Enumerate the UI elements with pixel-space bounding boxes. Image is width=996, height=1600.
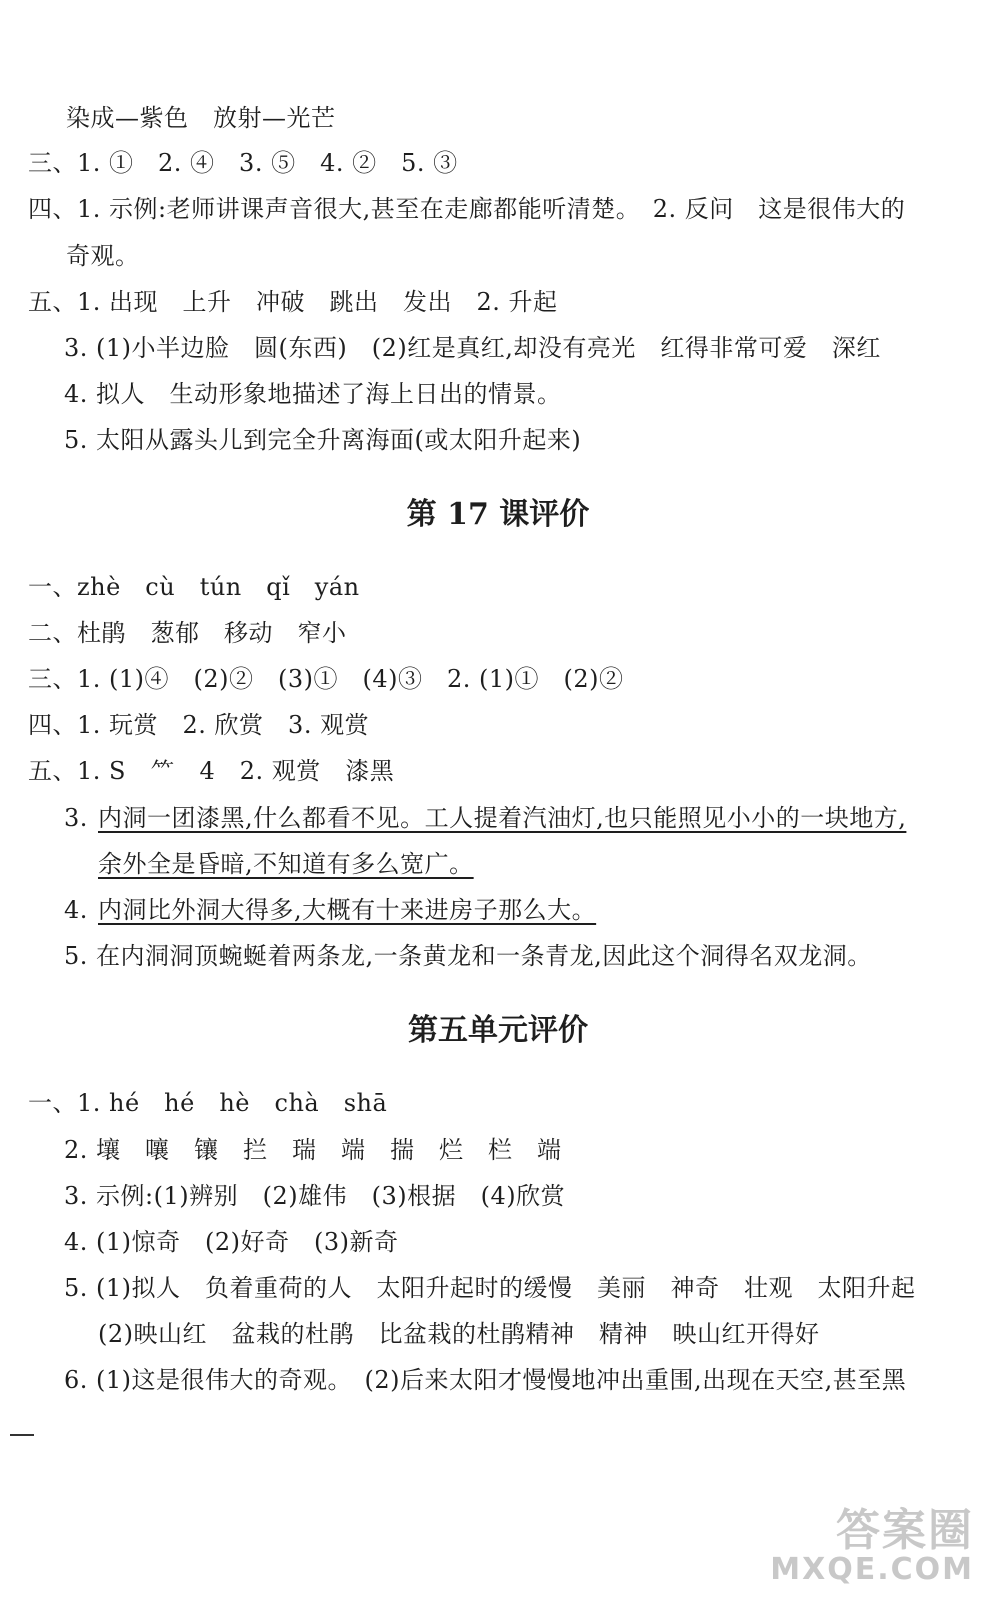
- answer-line-5: 五、1. 出现 上升 冲破 跳出 发出 2. 升起: [28, 288, 558, 316]
- answer-line-2: 三、1. ① 2. ④ 3. ⑤ 4. ② 5. ③: [28, 149, 458, 177]
- section-title-lesson-17: 第 17 课评价: [406, 497, 590, 532]
- answer-line-23: (2)映山红 盆栽的杜鹃 比盆栽的杜鹃精神 精神 映山红开得好: [98, 1320, 820, 1348]
- answer-line-10: 二、杜鹃 葱郁 移动 窄小: [28, 619, 347, 647]
- answer-line-19: 2. 壤 嚷 镶 拦 瑞 端 揣 烂 栏 端: [64, 1136, 562, 1164]
- answer-line-22: 5. (1)拟人 负着重荷的人 太阳升起时的缓慢 美丽 神奇 壮观 太阳升起: [64, 1274, 916, 1302]
- answer-line-24: 6. (1)这是很伟大的奇观。 (2)后来太阳才慢慢地冲出重围,出现在天空,甚至黑: [64, 1366, 907, 1394]
- answer-line-13: 五、1. S ⺮ 4 2. 观赏 漆黑: [28, 757, 395, 785]
- answer-line-4: 奇观。: [66, 242, 140, 270]
- answer-line-17: 5. 在内洞洞顶蜿蜒着两条龙,一条黄龙和一条青龙,因此这个洞得名双龙洞。: [64, 942, 872, 970]
- answer-line-20: 3. 示例:(1)辨别 (2)雄伟 (3)根据 (4)欣赏: [64, 1182, 566, 1210]
- answer-line-14-underlined: 内洞一团漆黑,什么都看不见。工人提着汽油灯,也只能照见小小的一块地方,: [98, 804, 907, 832]
- page-footer-rule: [10, 1434, 34, 1436]
- watermark-logo: [770, 1505, 974, 1587]
- answer-line-12: 四、1. 玩赏 2. 欣赏 3. 观赏: [28, 711, 370, 739]
- answer-line-8: 5. 太阳从露头儿到完全升离海面(或太阳升起来): [64, 426, 582, 454]
- section-title-unit-5: 第五单元评价: [408, 1013, 588, 1048]
- answer-line-9: 一、zhè cù tún qǐ yán: [28, 573, 360, 601]
- answer-line-1: 染成—紫色 放射—光芒: [66, 104, 336, 132]
- answer-number-3: 3.: [64, 804, 88, 832]
- answer-line-6: 3. (1)小半边脸 圆(东西) (2)红是真红,却没有亮光 红得非常可爱 深红: [64, 334, 881, 362]
- answer-line-15-underlined: 余外全是昏暗,不知道有多么宽广。: [98, 850, 474, 878]
- answer-line-18: 一、1. hé hé hè chà shā: [28, 1089, 388, 1117]
- watermark-url: MXQE.COM: [770, 1552, 974, 1587]
- answer-line-3: 四、1. 示例:老师讲课声音很大,甚至在走廊都能听清楚。 2. 反问 这是很伟大的: [28, 195, 906, 223]
- answer-line-11: 三、1. (1)④ (2)② (3)① (4)③ 2. (1)① (2)②: [28, 665, 624, 693]
- watermark-text: 答案圈: [836, 1505, 974, 1556]
- answer-line-21: 4. (1)惊奇 (2)好奇 (3)新奇: [64, 1228, 399, 1256]
- answer-number-4: 4.: [64, 896, 88, 924]
- answer-line-7: 4. 拟人 生动形象地描述了海上日出的情景。: [64, 380, 562, 408]
- answer-line-16-underlined: 内洞比外洞大得多,大概有十来进房子那么大。: [98, 896, 597, 924]
